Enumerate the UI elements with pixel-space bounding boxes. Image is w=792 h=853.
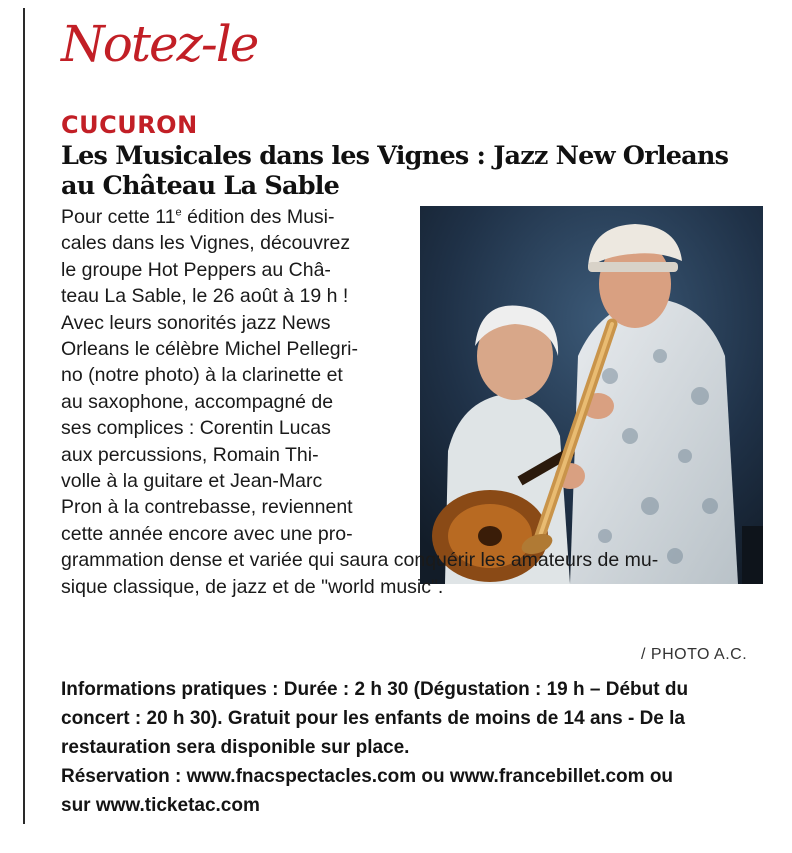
reservation-line: sur www.ticketac.com xyxy=(61,795,260,816)
article-body xyxy=(61,204,658,600)
location-kicker: CUCURON xyxy=(61,111,198,139)
body-line: le groupe Hot Peppers au Châ- xyxy=(61,258,331,281)
info-line: Informations pratiques : Durée : 2 h 30 (Dégustation : 19 h – Début du xyxy=(61,679,689,700)
body-line xyxy=(61,204,658,230)
headline-line: au Château La Sable xyxy=(61,171,340,201)
practical-info xyxy=(61,675,688,820)
reservation-line: Réservation : www.fnacspectacles.com ou www.francebillet.com ou xyxy=(61,766,674,787)
body-line: au saxophone, accompagné de xyxy=(61,390,334,413)
body-line: grammation dense et variée qui saura conquérir les amateurs de mu- xyxy=(61,549,659,572)
body-line: aux percussions, Romain Thi- xyxy=(61,443,319,466)
body-line: cette année encore avec une pro- xyxy=(61,522,353,545)
body-line-part: Pour cette 11 xyxy=(61,206,176,228)
body-line: Orleans le célèbre Michel Pellegri- xyxy=(61,338,358,361)
ordinal-suffix: e xyxy=(175,206,182,219)
info-line: concert : 20 h 30). Gratuit pour les enfants de moins de 14 ans - De la xyxy=(61,708,686,729)
photo-credit: / PHOTO A.C. xyxy=(641,646,748,663)
body-line: volle à la guitare et Jean-Marc xyxy=(61,470,323,493)
body-line: no (notre photo) à la clarinette et xyxy=(61,364,343,387)
body-line: teau La Sable, le 26 août à 19 h ! xyxy=(61,285,349,308)
body-line: Pron à la contrebasse, reviennent xyxy=(61,496,353,519)
article-headline xyxy=(61,141,761,201)
column-rule xyxy=(23,8,25,824)
body-line-part: édition des Musi- xyxy=(181,206,335,228)
body-line: cales dans les Vignes, découvrez xyxy=(61,232,351,255)
body-line: sique classique, de jazz et de "world music". xyxy=(61,575,444,598)
headline-line: Les Musicales dans les Vignes : Jazz New Orleans xyxy=(61,141,729,171)
body-line: ses complices : Corentin Lucas xyxy=(61,417,331,440)
rubric-title: Notez-le xyxy=(61,15,258,73)
body-line: Avec leurs sonorités jazz News xyxy=(61,311,331,334)
info-line: restauration sera disponible sur place. xyxy=(61,737,410,758)
